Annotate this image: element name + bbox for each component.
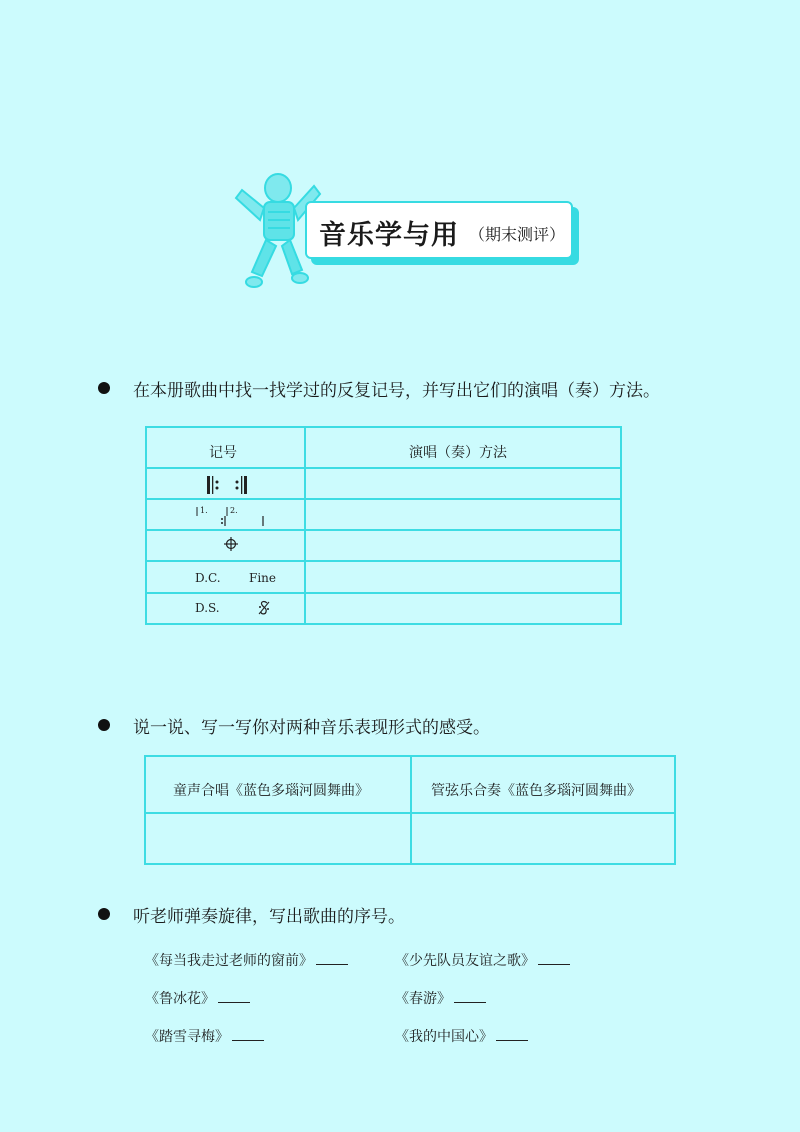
song-item — [395, 988, 486, 1008]
coda-icon — [224, 537, 238, 551]
section-title-box — [305, 201, 573, 259]
dc-symbol: D.C. — [195, 571, 221, 585]
volta-bracket-icon — [195, 504, 269, 528]
column-header-method: 演唱（奏）方法 — [409, 445, 507, 461]
answer-blank[interactable] — [218, 990, 250, 1003]
song-item — [145, 988, 250, 1008]
answer-blank[interactable] — [538, 952, 570, 965]
repeat-barline-icon — [205, 474, 249, 496]
song-title: 《春游》 — [395, 991, 451, 1007]
repeat-signs-table — [145, 426, 622, 625]
question-1-text: 在本册歌曲中找一找学过的反复记号，并写出它们的演唱（奏）方法。 — [133, 381, 660, 401]
song-item — [395, 950, 570, 970]
section-title: 音乐学与用 — [319, 220, 459, 251]
section-subtitle: （期末测评） — [469, 225, 566, 244]
ds-symbol: D.S. — [195, 601, 220, 615]
question-2-text: 说一说、写一写你对两种音乐表现形式的感受。 — [133, 718, 490, 738]
bullet-icon — [98, 382, 110, 394]
segno-icon — [258, 600, 270, 616]
song-item — [145, 950, 348, 970]
song-title: 《每当我走过老师的窗前》 — [145, 953, 313, 969]
song-item — [145, 1026, 264, 1046]
question-3-text: 听老师弹奏旋律，写出歌曲的序号。 — [133, 907, 405, 927]
answer-blank[interactable] — [454, 990, 486, 1003]
svg-text:2.: 2. — [230, 506, 238, 515]
song-title: 《我的中国心》 — [395, 1029, 493, 1045]
song-item — [395, 1026, 528, 1046]
column-header-orchestra: 管弦乐合奏《蓝色多瑙河圆舞曲》 — [431, 783, 641, 799]
fine-symbol: Fine — [249, 571, 276, 585]
column-header-symbol: 记号 — [209, 445, 237, 461]
answer-blank[interactable] — [232, 1028, 264, 1041]
song-title: 《踏雪寻梅》 — [145, 1029, 229, 1045]
bullet-icon — [98, 719, 110, 731]
music-forms-table — [144, 755, 676, 865]
song-title: 《少先队员友谊之歌》 — [395, 953, 535, 969]
svg-text:1.: 1. — [200, 506, 208, 515]
column-header-children-chorus: 童声合唱《蓝色多瑙河圆舞曲》 — [173, 783, 369, 799]
bullet-icon — [98, 908, 110, 920]
answer-blank[interactable] — [496, 1028, 528, 1041]
answer-blank[interactable] — [316, 952, 348, 965]
song-title: 《鲁冰花》 — [145, 991, 215, 1007]
